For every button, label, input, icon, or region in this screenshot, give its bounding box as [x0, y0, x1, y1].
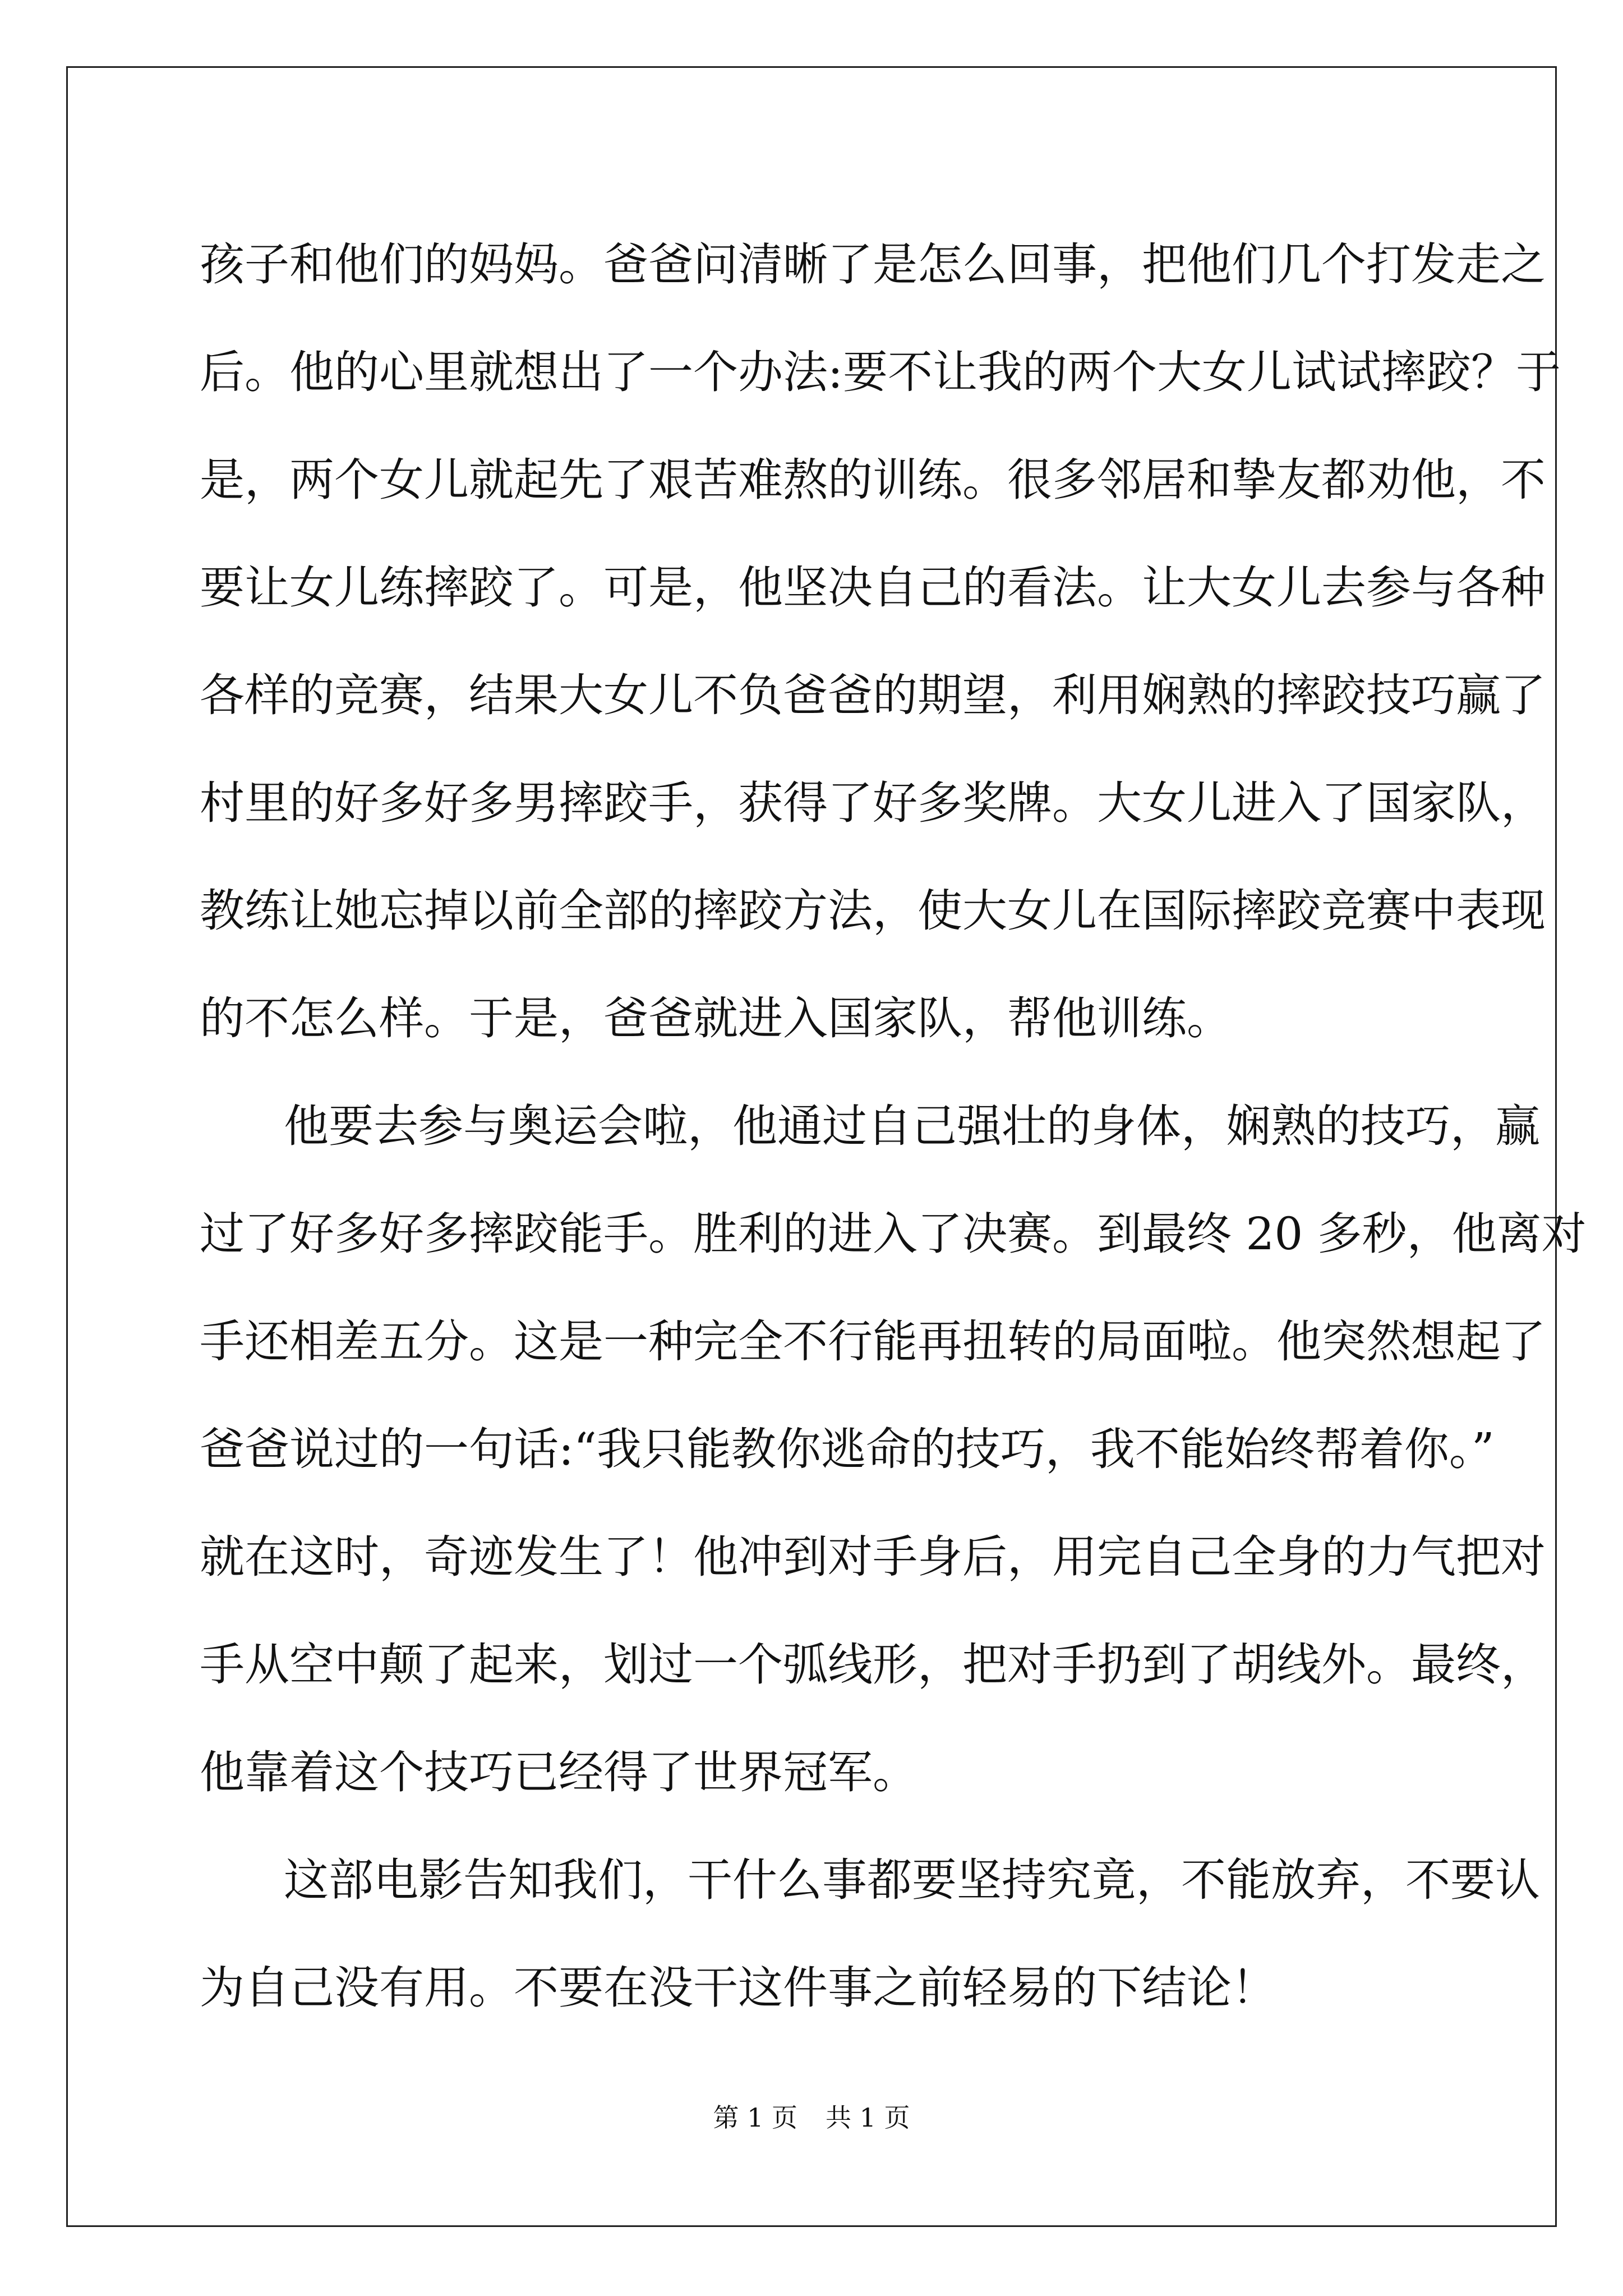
paragraph-line: 的不怎么样。于是，爸爸就进入国家队，帮他训练。 — [200, 992, 1232, 1045]
paragraph-3 — [200, 1826, 1540, 2042]
page-number: 第 1 页 — [713, 2102, 797, 2133]
paragraph-line: 要让女儿练摔跤了。可是，他坚决自己的看法。让大女儿去参与各种 — [200, 562, 1546, 614]
paragraph-line: 爸爸说过的一句话:“我只能教你逃命的技巧，我不能始终帮着你。” — [200, 1423, 1495, 1475]
paragraph-line: 手从空中颠了起来，划过一个弧线形，把对手扔到了胡线外。最终， — [200, 1639, 1546, 1691]
paragraph-line: 为自己没有用。不要在没干这件事之前轻易的下结论！ — [200, 1962, 1276, 2014]
paragraph-line: 村里的好多好多男摔跤手，获得了好多奖牌。大女儿进入了国家队， — [200, 777, 1546, 829]
page-footer — [0, 2101, 1623, 2134]
paragraph-1 — [200, 211, 1561, 1073]
paragraph-line: 手还相差五分。这是一种完全不行能再扭转的局面啦。他突然想起了 — [200, 1315, 1546, 1368]
paragraph-line: 孩子和他们的妈妈。爸爸问清晰了是怎么回事，把他们几个打发走之 — [200, 238, 1546, 291]
paragraph-line: 这部电影告知我们，干什么事都要坚持究竟，不能放弃，不要认 — [284, 1854, 1540, 1906]
paragraph-2 — [200, 1073, 1587, 1826]
page-total: 共 1 页 — [826, 2102, 910, 2133]
paragraph-line: 就在这时，奇迹发生了！他冲到对手身后，用完自己全身的力气把对 — [200, 1531, 1546, 1583]
paragraph-line: 是，两个女儿就起先了艰苦难熬的训练。很多邻居和挚友都劝他，不 — [200, 454, 1546, 506]
paragraph-line: 过了好多好多摔跤能手。胜利的进入了决赛。到最终 20 多秒，他离对 — [200, 1208, 1587, 1260]
paragraph-line: 他要去参与奥运会啦，他通过自己强壮的身体，娴熟的技巧，赢 — [284, 1100, 1540, 1152]
paragraph-line: 各样的竞赛，结果大女儿不负爸爸的期望，利用娴熟的摔跤技巧赢了 — [200, 669, 1546, 721]
paragraph-line: 教练让她忘掉以前全部的摔跤方法，使大女儿在国际摔跤竞赛中表现 — [200, 885, 1546, 937]
document-body — [200, 211, 1587, 2042]
paragraph-line: 后。他的心里就想出了一个办法:要不让我的两个大女儿试试摔跤？于 — [200, 346, 1561, 398]
paragraph-line: 他靠着这个技巧已经得了世界冠军。 — [200, 1746, 917, 1798]
